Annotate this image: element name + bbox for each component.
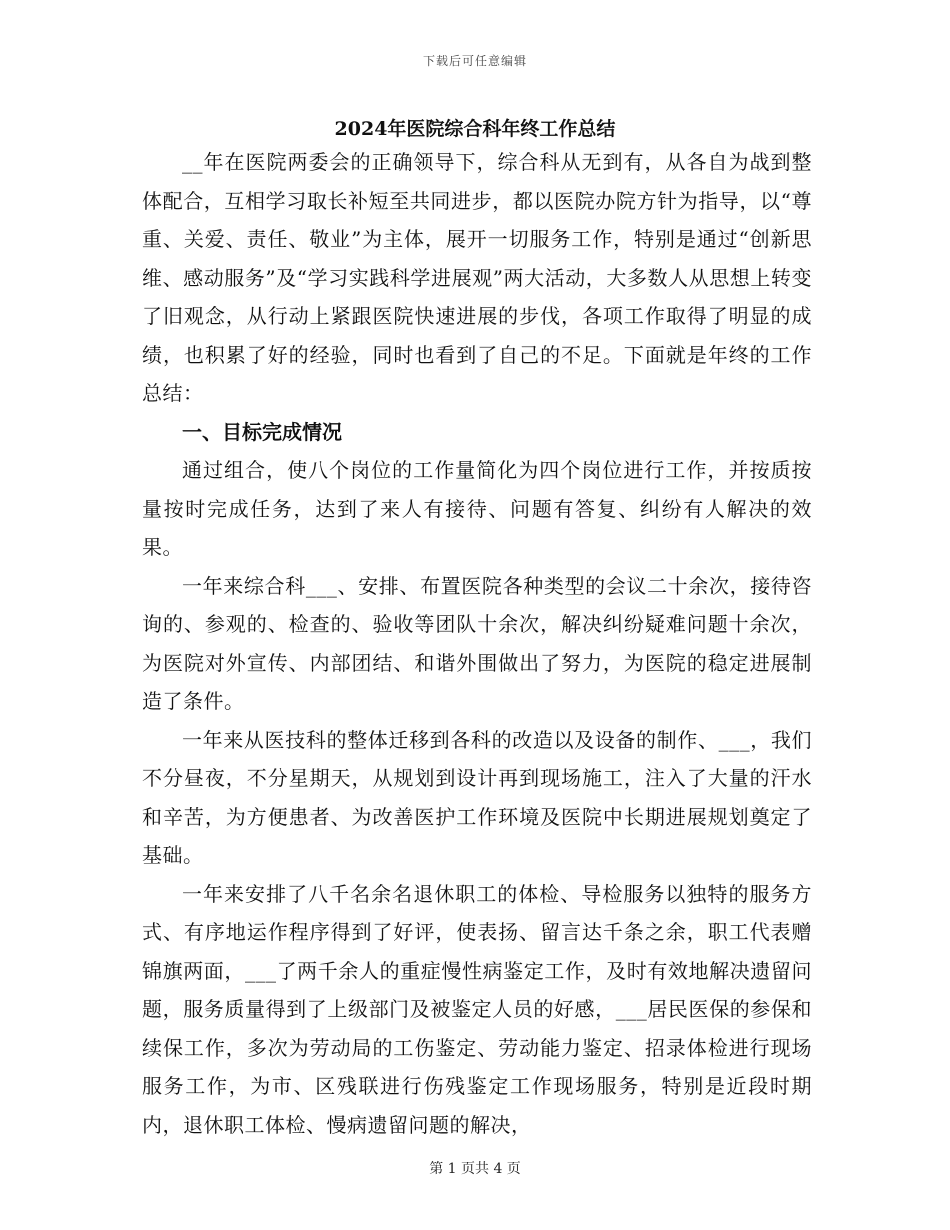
header-note: 下载后可任意编辑 [422, 54, 527, 68]
paragraph-goals-3: 一年来从医技科的整体迁移到各科的改造以及设备的制作、___，我们不分昼夜，不分星期天，从规划到设计再到现场施工，注入了大量的汗水和辛苦，为方便患者、为改善医护工作环境及医院中长期进展规划奠定了基础。 [142, 727, 812, 867]
paragraph-goals-4: 一年来安排了八千名余名退休职工的体检、导检服务以独特的服务方式、有序地运作程序得到了好评，使表扬、留言达千条之余，职工代表赠锦旗两面，___了两千余人的重症慢性病鉴定工作，及时有效地解决遗留问题，服务质量得到了上级部门及被鉴定人员的好感，___居民医保的参保和续保工作，多次为劳动局的工伤鉴定、劳动能力鉴定、招录体检进行现场服务工作，为市、区残联进行伤残鉴定工作现场服务，特别是近段时期内，退休职工体检、慢病遗留问题的解决， [142, 881, 812, 1137]
section-heading-goals: 一、目标完成情况 [182, 419, 342, 444]
document-body [142, 143, 812, 1144]
document-title: 2024年医院综合科年终工作总结 [334, 118, 616, 140]
paragraph-goals-2: 一年来综合科___、安排、布置医院各种类型的会议二十余次，接待咨询的、参观的、检查的、验收等团队十余次，解决纠纷疑难问题十余次，为医院对外宣传、内部团结、和谐外围做出了努力，为医院的稳定进展制造了条件。 [142, 573, 812, 713]
page-footer: 第 1 页共 4 页 [429, 1161, 521, 1177]
paragraph-intro: __年在医院两委会的正确领导下，综合科从无到有，从各自为战到整体配合，互相学习取长补短至共同进步，都以医院办院方针为指导，以“尊重、关爱、责任、敬业”为主体，展开一切服务工作，特别是通过“创新思维、感动服务”及“学习实践科学进展观”两大活动，大多数人从思想上转变了旧观念，从行动上紧跟医院快速进展的步伐，各项工作取得了明显的成绩，也积累了好的经验，同时也看到了自己的不足。下面就是年终的工作总结： [142, 150, 812, 405]
paragraph-goals-1: 通过组合，使八个岗位的工作量简化为四个岗位进行工作，并按质按量按时完成任务，达到了来人有接待、问题有答复、纠纷有人解决的效果。 [142, 458, 812, 559]
